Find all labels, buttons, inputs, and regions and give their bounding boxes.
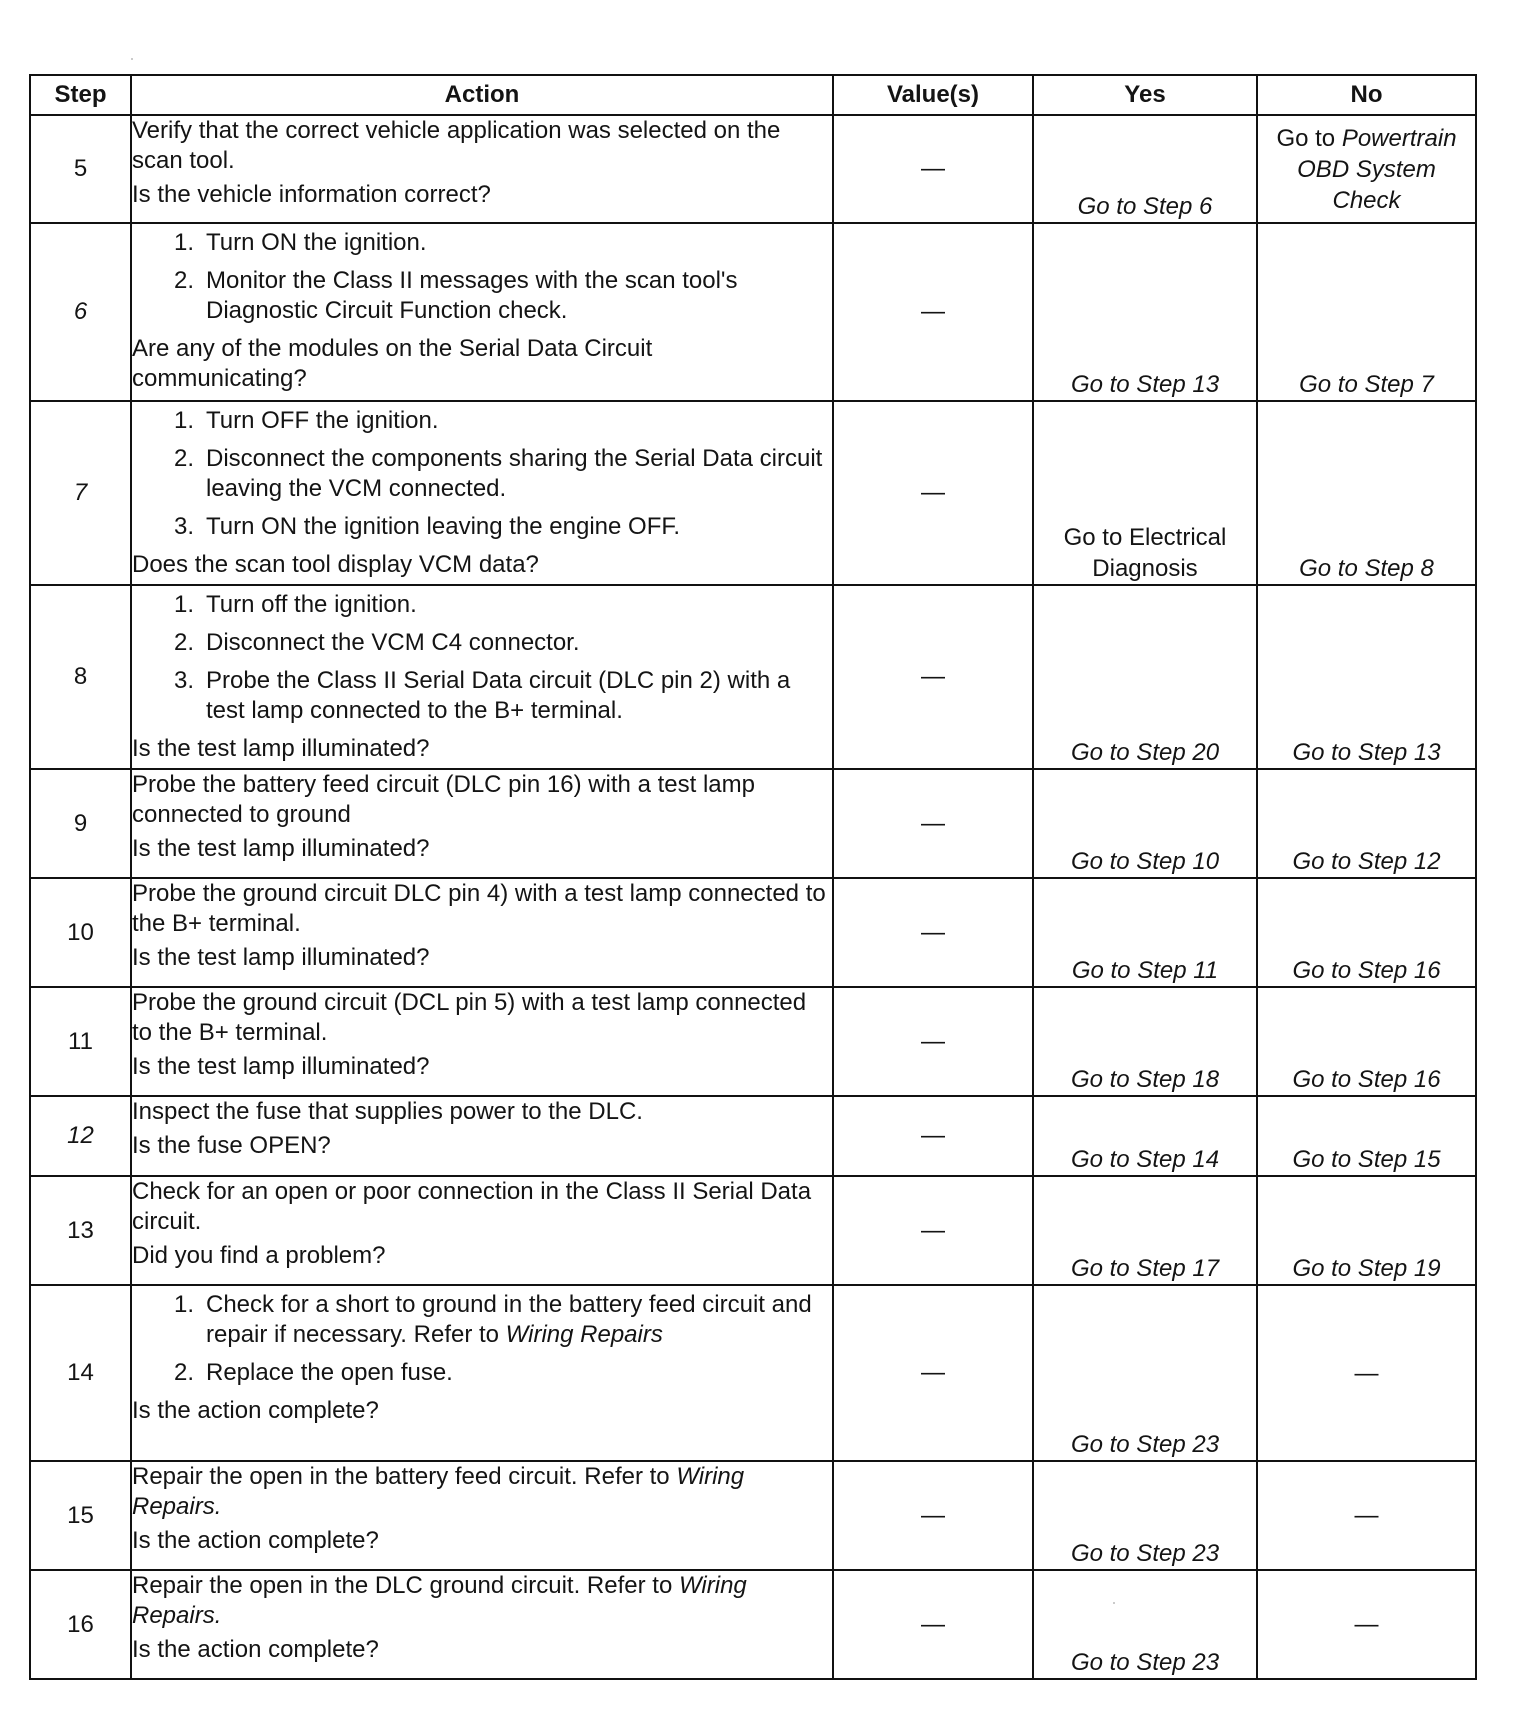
yes-cell: Go to Step 23 bbox=[1033, 1461, 1257, 1570]
yes-cell: Go to Step 17 bbox=[1033, 1176, 1257, 1285]
step-number: 8 bbox=[30, 585, 131, 769]
step-number: 13 bbox=[30, 1176, 131, 1285]
table-row bbox=[30, 1570, 1476, 1679]
list-item: 2. Disconnect the components sharing the Serial Data circuit leaving the VCM connected. bbox=[173, 445, 823, 502]
yes-cell: Go to Step 6 bbox=[1033, 115, 1257, 223]
yes-cell: Go to Step 18 bbox=[1033, 987, 1257, 1096]
wiring-repairs-reference: Wiring Repairs bbox=[505, 1321, 663, 1348]
no-prefix: Go to bbox=[1276, 124, 1342, 152]
no-cell: Go to Step 16 bbox=[1257, 878, 1476, 987]
list-item: 3. Turn ON the ignition leaving the engine OFF. bbox=[173, 513, 681, 540]
table-row bbox=[30, 585, 1476, 769]
header-value: Value(s) bbox=[833, 75, 1033, 115]
value-cell bbox=[833, 1176, 1033, 1285]
action-cell bbox=[131, 1285, 833, 1461]
table-row bbox=[30, 223, 1476, 401]
header-yes: Yes bbox=[1033, 75, 1257, 115]
value-cell bbox=[833, 115, 1033, 223]
header-row bbox=[30, 75, 1476, 115]
yes-cell: Go to Electrical Diagnosis bbox=[1033, 401, 1257, 585]
wiring-repairs-reference: Wiring Repairs. bbox=[132, 1463, 745, 1520]
yes-cell: Go to Step 23 bbox=[1033, 1285, 1257, 1461]
action-cell bbox=[131, 1176, 833, 1285]
no-cell: Go to Step 15 bbox=[1257, 1096, 1476, 1176]
action-question: Is the vehicle information correct? bbox=[132, 181, 491, 208]
no-cell: Go to Step 13 bbox=[1257, 585, 1476, 769]
action-cell bbox=[131, 585, 833, 769]
step-number: 7 bbox=[30, 401, 131, 585]
value-cell bbox=[833, 1096, 1033, 1176]
value-dash: — bbox=[921, 155, 945, 182]
no-cell: — bbox=[1257, 1285, 1476, 1461]
yes-cell: Go to Step 20 bbox=[1033, 585, 1257, 769]
table-row bbox=[30, 115, 1476, 223]
action-cell bbox=[131, 987, 833, 1096]
action-text: Inspect the fuse that supplies power to the DLC. bbox=[132, 1098, 643, 1125]
value-cell bbox=[833, 223, 1033, 401]
action-text: Probe the battery feed circuit (DLC pin 16) with a test lamp connected to ground bbox=[132, 771, 755, 828]
yes-cell: Go to Step 10 bbox=[1033, 769, 1257, 878]
action-text: Repair the open in the battery feed circuit. Refer to Wiring Repairs. bbox=[132, 1463, 745, 1520]
no-cell: Go to Step 7 bbox=[1257, 223, 1476, 401]
wiring-repairs-reference: Wiring Repairs. bbox=[132, 1572, 747, 1629]
value-dash: — bbox=[921, 1610, 945, 1638]
action-cell bbox=[131, 878, 833, 987]
value-cell bbox=[833, 769, 1033, 878]
action-question: Is the test lamp illuminated? bbox=[132, 1053, 430, 1080]
action-text: Probe the ground circuit (DCL pin 5) with a test lamp connected to the B+ terminal. bbox=[132, 989, 807, 1046]
step-number: 5 bbox=[30, 115, 131, 223]
action-question: Is the fuse OPEN? bbox=[132, 1132, 331, 1159]
action-list bbox=[132, 590, 832, 726]
action-list bbox=[132, 228, 832, 326]
no-cell: Go to Step 8 bbox=[1257, 401, 1476, 585]
action-text: Verify that the correct vehicle application was selected on the scan tool. bbox=[132, 117, 781, 174]
action-text: Check for an open or poor connection in the Class II Serial Data circuit. bbox=[132, 1178, 812, 1235]
list-item: 2. Replace the open fuse. bbox=[173, 1359, 453, 1386]
action-text: Repair the open in the DLC ground circuit. Refer to Wiring Repairs. bbox=[132, 1572, 747, 1629]
no-cell: Go to Step 19 bbox=[1257, 1176, 1476, 1285]
table-row bbox=[30, 1461, 1476, 1570]
step-number: 11 bbox=[30, 987, 131, 1096]
step-number: 10 bbox=[30, 878, 131, 987]
action-cell bbox=[131, 769, 833, 878]
action-list bbox=[132, 406, 832, 542]
value-cell bbox=[833, 987, 1033, 1096]
action-cell bbox=[131, 1096, 833, 1176]
action-question: Is the test lamp illuminated? bbox=[132, 835, 430, 862]
value-dash: — bbox=[921, 918, 945, 946]
action-cell bbox=[131, 115, 833, 223]
table-row bbox=[30, 401, 1476, 585]
value-cell bbox=[833, 401, 1033, 585]
action-question: Are any of the modules on the Serial Data Circuit communicating? bbox=[132, 335, 653, 392]
header-action: Action bbox=[131, 75, 833, 115]
scan-speck bbox=[131, 58, 133, 60]
action-question: Is the action complete? bbox=[132, 1527, 379, 1554]
value-dash: — bbox=[921, 1359, 945, 1386]
action-question: Is the action complete? bbox=[132, 1397, 379, 1424]
action-question: Is the action complete? bbox=[132, 1636, 379, 1663]
step-number: 14 bbox=[30, 1285, 131, 1461]
action-cell bbox=[131, 401, 833, 585]
value-cell bbox=[833, 1285, 1033, 1461]
value-dash: — bbox=[921, 663, 945, 690]
value-cell bbox=[833, 585, 1033, 769]
scan-speck bbox=[1113, 1602, 1115, 1604]
action-cell bbox=[131, 1570, 833, 1679]
action-question: Is the test lamp illuminated? bbox=[132, 735, 430, 762]
step-number: 12 bbox=[30, 1096, 131, 1176]
value-dash: — bbox=[921, 1122, 945, 1149]
table-row bbox=[30, 878, 1476, 987]
value-cell bbox=[833, 878, 1033, 987]
value-dash: — bbox=[921, 809, 945, 837]
header-step: Step bbox=[30, 75, 131, 115]
diagnostic-table bbox=[29, 74, 1477, 1680]
table-row bbox=[30, 1096, 1476, 1176]
action-text: Probe the ground circuit DLC pin 4) with a test lamp connected to the B+ terminal. bbox=[132, 880, 826, 937]
yes-cell: Go to Step 13 bbox=[1033, 223, 1257, 401]
value-dash: — bbox=[921, 1027, 945, 1055]
yes-cell: Go to Step 11 bbox=[1033, 878, 1257, 987]
yes-cell: Go to Step 23 bbox=[1033, 1570, 1257, 1679]
no-cell: Go to Step 16 bbox=[1257, 987, 1476, 1096]
list-item: 3. Probe the Class II Serial Data circuit (DLC pin 2) with a test lamp connected to the B+ terminal. bbox=[173, 667, 791, 724]
value-dash: — bbox=[921, 479, 945, 506]
value-dash: — bbox=[921, 1501, 945, 1529]
step-number: 15 bbox=[30, 1461, 131, 1570]
table-row bbox=[30, 1176, 1476, 1285]
action-question: Is the test lamp illuminated? bbox=[132, 944, 430, 971]
value-dash: — bbox=[921, 1216, 945, 1244]
yes-cell: Go to Step 14 bbox=[1033, 1096, 1257, 1176]
table-row bbox=[30, 987, 1476, 1096]
list-item: 2. Monitor the Class II messages with the scan tool's Diagnostic Circuit Function check. bbox=[173, 267, 738, 324]
no-reference: Powertrain OBD System Check bbox=[1297, 124, 1457, 214]
no-cell: — bbox=[1257, 1570, 1476, 1679]
action-question: Did you find a problem? bbox=[132, 1242, 386, 1269]
value-cell bbox=[833, 1570, 1033, 1679]
list-item: 2. Disconnect the VCM C4 connector. bbox=[173, 629, 580, 656]
step-number: 9 bbox=[30, 769, 131, 878]
value-dash: — bbox=[921, 298, 945, 325]
step-number: 16 bbox=[30, 1570, 131, 1679]
header-no: No bbox=[1257, 75, 1476, 115]
list-item: 1. Check for a short to ground in the battery feed circuit and repair if necessary. Refer to Wiring Repairs bbox=[173, 1291, 812, 1348]
list-item: 1. Turn off the ignition. bbox=[173, 591, 417, 618]
action-cell bbox=[131, 223, 833, 401]
table-row bbox=[30, 1285, 1476, 1461]
no-cell: Go to Step 12 bbox=[1257, 769, 1476, 878]
no-cell: — bbox=[1257, 1461, 1476, 1570]
value-cell bbox=[833, 1461, 1033, 1570]
list-item: 1. Turn OFF the ignition. bbox=[173, 407, 439, 434]
list-item: 1. Turn ON the ignition. bbox=[173, 229, 427, 256]
action-list bbox=[132, 1290, 832, 1388]
action-cell bbox=[131, 1461, 833, 1570]
action-question: Does the scan tool display VCM data? bbox=[132, 551, 539, 578]
step-number: 6 bbox=[30, 223, 131, 401]
table-row bbox=[30, 769, 1476, 878]
no-cell bbox=[1257, 115, 1476, 223]
